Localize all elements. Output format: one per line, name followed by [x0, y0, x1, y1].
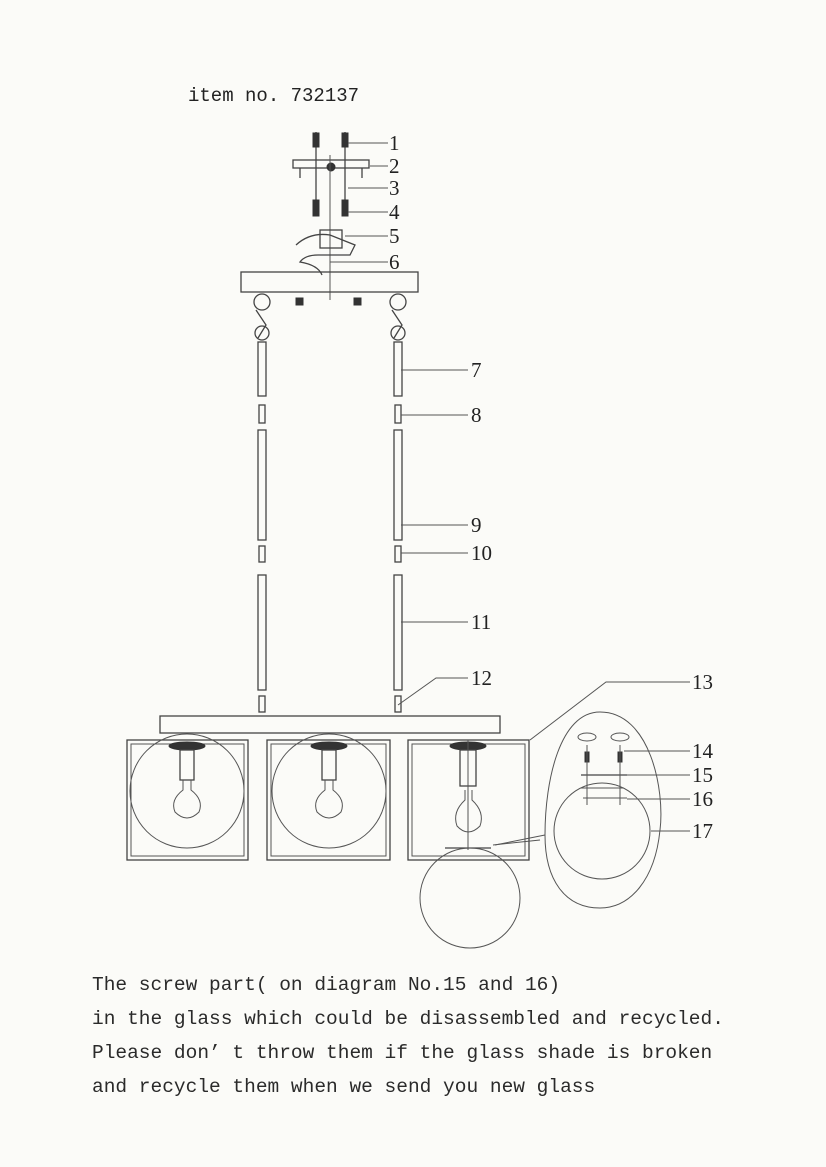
leader-lines [330, 143, 690, 831]
part-label-17: 17 [692, 819, 713, 843]
note-line: Please don’ t throw them if the glass shade is broken [92, 1042, 713, 1064]
part-label-16: 16 [692, 787, 713, 811]
suspension-rods [254, 294, 406, 712]
terminal-block [296, 230, 355, 275]
note-line: in the glass which could be disassembled and recycled. [92, 1008, 724, 1030]
part-label-11: 11 [471, 610, 492, 634]
part-label-9: 9 [471, 513, 482, 537]
part-label-13: 13 [692, 670, 713, 694]
part-numbers [389, 131, 714, 843]
mounting-bracket [293, 160, 369, 178]
recycling-note [92, 968, 724, 1104]
part-label-14: 14 [692, 739, 713, 763]
part-label-6: 6 [389, 250, 400, 274]
part-label-12: 12 [471, 666, 492, 690]
bottom-bar [160, 716, 500, 733]
part-label-7: 7 [471, 358, 482, 382]
part-label-15: 15 [692, 763, 713, 787]
part-label-2: 2 [389, 154, 400, 178]
item-number: item no. 732137 [188, 85, 360, 107]
part-label-1: 1 [389, 131, 400, 155]
part-label-8: 8 [471, 403, 482, 427]
note-line: The screw part( on diagram No.15 and 16) [92, 974, 561, 996]
glass-globe [420, 848, 520, 948]
detail-callout [493, 712, 661, 908]
part-label-4: 4 [389, 200, 400, 224]
part-label-10: 10 [471, 541, 492, 565]
part-label-3: 3 [389, 176, 400, 200]
part-label-5: 5 [389, 224, 400, 248]
note-line: and recycle them when we send you new glass [92, 1076, 596, 1098]
glass-cages [127, 734, 529, 948]
